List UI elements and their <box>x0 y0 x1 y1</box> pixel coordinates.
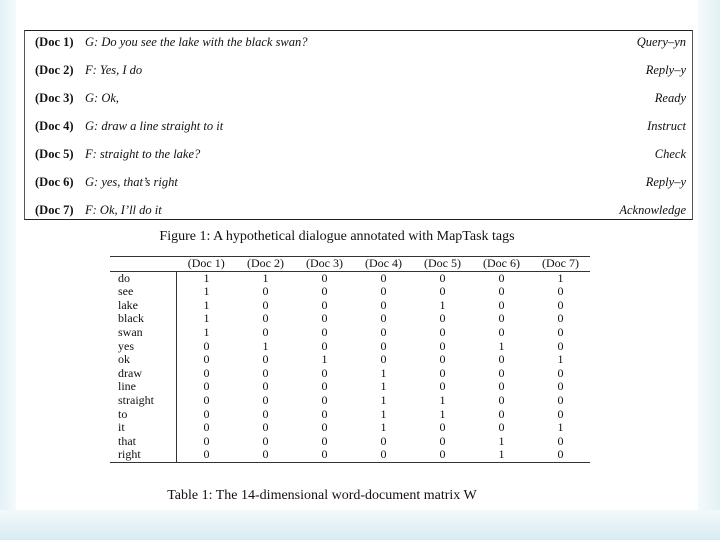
matrix-cell: 0 <box>321 433 328 448</box>
matrix-cell: 1 <box>262 270 269 285</box>
matrix-cell: 1 <box>439 297 446 312</box>
matrix-cell: 0 <box>557 324 564 339</box>
matrix-cell: 0 <box>557 392 564 407</box>
matrix-cell: 0 <box>498 352 505 367</box>
table-caption <box>16 488 698 504</box>
matrix-row-word: draw <box>110 367 177 381</box>
matrix-row <box>110 326 590 340</box>
matrix-cell: 0 <box>380 338 387 353</box>
matrix-row <box>110 299 590 313</box>
matrix-cell: 0 <box>262 324 269 339</box>
matrix-cell: 0 <box>203 365 210 380</box>
matrix-cell: 1 <box>498 338 505 353</box>
matrix-cell: 0 <box>203 406 210 421</box>
matrix-cell: 1 <box>380 392 387 407</box>
dialogue-row <box>35 32 686 52</box>
utterance-text: F: Yes, I do <box>85 63 143 77</box>
matrix-cell: 0 <box>498 284 505 299</box>
matrix-cell: 1 <box>262 338 269 353</box>
matrix-cell: 0 <box>498 365 505 380</box>
matrix-cell: 0 <box>203 352 210 367</box>
matrix-cell: 0 <box>203 433 210 448</box>
matrix-cell: 0 <box>380 311 387 326</box>
doc-label: (Doc 2) <box>35 63 74 77</box>
matrix-cell: 0 <box>439 365 446 380</box>
figure-caption <box>16 229 698 245</box>
matrix-cell: 1 <box>203 324 210 339</box>
matrix-cell: 1 <box>203 284 210 299</box>
matrix-cell: 0 <box>295 448 354 462</box>
matrix-row-word: lake <box>110 299 177 313</box>
matrix-cell: 1 <box>203 297 210 312</box>
table-caption-text: Table 1: The 14-dimensional word-document matrix W <box>167 488 477 503</box>
matrix-column-header: (Doc 3) <box>295 257 354 272</box>
dialogue-act-tag: Query–yn <box>636 35 686 49</box>
utterance-text: F: Ok, I’ll do it <box>85 203 162 217</box>
slide-content <box>16 0 698 510</box>
matrix-cell: 0 <box>380 297 387 312</box>
dialogue-row <box>35 172 686 192</box>
matrix-row <box>110 394 590 408</box>
matrix-row <box>110 271 590 285</box>
matrix-cell: 0 <box>380 352 387 367</box>
matrix-row-word: ok <box>110 353 177 367</box>
dialogue-figure <box>24 30 693 220</box>
matrix-cell: 1 <box>380 406 387 421</box>
matrix-cell: 0 <box>321 284 328 299</box>
matrix-cell: 1 <box>203 270 210 285</box>
matrix-cell: 0 <box>439 270 446 285</box>
utterance-text: G: Do you see the lake with the black swan? <box>85 35 308 49</box>
left-border-decoration <box>0 0 16 540</box>
dialogue-row <box>35 88 686 108</box>
matrix-cell: 0 <box>262 365 269 380</box>
doc-label: (Doc 1) <box>35 35 74 49</box>
doc-label: (Doc 4) <box>35 119 74 133</box>
matrix-column-header: (Doc 1) <box>177 257 237 272</box>
matrix-cell: 1 <box>557 352 564 367</box>
matrix-cell: 0 <box>439 433 446 448</box>
matrix-cell: 0 <box>439 420 446 435</box>
matrix-cell: 1 <box>439 392 446 407</box>
matrix-cell: 1 <box>321 352 328 367</box>
matrix-cell: 0 <box>321 270 328 285</box>
matrix-row-word: to <box>110 408 177 422</box>
matrix-column-header: (Doc 5) <box>413 257 472 272</box>
matrix-cell: 0 <box>439 324 446 339</box>
matrix-row <box>110 380 590 394</box>
matrix-cell: 0 <box>262 406 269 421</box>
matrix-cell: 0 <box>262 379 269 394</box>
matrix-row-word: yes <box>110 340 177 354</box>
matrix-row <box>110 312 590 326</box>
matrix-cell: 0 <box>380 284 387 299</box>
matrix-cell: 0 <box>203 392 210 407</box>
matrix-cell: 0 <box>262 392 269 407</box>
matrix-cell: 0 <box>380 270 387 285</box>
matrix-cell: 0 <box>557 379 564 394</box>
matrix-cell: 0 <box>321 406 328 421</box>
matrix-cell: 0 <box>531 448 590 462</box>
matrix-row-word: black <box>110 312 177 326</box>
matrix-cell: 0 <box>262 352 269 367</box>
word-document-matrix <box>110 256 590 463</box>
matrix-row-word: do <box>110 271 177 285</box>
matrix-row <box>110 448 590 462</box>
right-border-decoration <box>698 0 720 540</box>
matrix-cell: 1 <box>557 420 564 435</box>
matrix-cell: 0 <box>203 379 210 394</box>
matrix-cell: 0 <box>380 433 387 448</box>
matrix-cell: 0 <box>557 406 564 421</box>
matrix-cell: 1 <box>380 420 387 435</box>
matrix-cell: 1 <box>472 448 531 462</box>
matrix-cell: 0 <box>321 297 328 312</box>
matrix-cell: 0 <box>262 284 269 299</box>
matrix-row-word: right <box>110 448 177 462</box>
dialogue-row <box>35 200 686 220</box>
utterance-text: G: draw a line straight to it <box>85 119 224 133</box>
matrix-row <box>110 353 590 367</box>
matrix-cell: 0 <box>262 433 269 448</box>
matrix-row <box>110 421 590 435</box>
doc-label: (Doc 6) <box>35 175 74 189</box>
figure-caption-text: Figure 1: A hypothetical dialogue annotated with MapTask tags <box>159 229 515 244</box>
utterance-text: G: Ok, <box>85 91 120 105</box>
matrix-row-word: that <box>110 435 177 449</box>
matrix-row <box>110 285 590 299</box>
matrix-cell: 0 <box>413 448 472 462</box>
matrix-cell: 1 <box>203 311 210 326</box>
matrix-cell: 0 <box>557 297 564 312</box>
matrix-cell: 0 <box>439 379 446 394</box>
dialogue-act-tag: Reply–y <box>645 63 686 77</box>
bottom-border-decoration <box>0 510 720 540</box>
matrix-cell: 0 <box>498 324 505 339</box>
matrix-column-header: (Doc 4) <box>354 257 413 272</box>
matrix-row-word: it <box>110 421 177 435</box>
matrix-cell: 0 <box>177 448 237 462</box>
matrix-cell: 0 <box>557 338 564 353</box>
matrix-body <box>110 271 590 462</box>
matrix-cell: 0 <box>498 311 505 326</box>
matrix-column-header: (Doc 7) <box>531 257 590 272</box>
matrix-corner-cell <box>110 257 177 272</box>
dialogue-act-tag: Reply–y <box>645 175 686 189</box>
matrix-cell: 0 <box>557 433 564 448</box>
doc-label: (Doc 3) <box>35 91 74 105</box>
matrix-cell: 0 <box>498 406 505 421</box>
matrix-row <box>110 435 590 449</box>
dialogue-act-tag: Check <box>654 147 686 161</box>
matrix-cell: 0 <box>262 420 269 435</box>
dialogue-row <box>35 116 686 136</box>
dialogue-act-tag: Instruct <box>647 119 686 133</box>
matrix-cell: 0 <box>354 448 413 462</box>
matrix-cell: 0 <box>439 338 446 353</box>
matrix-header-row <box>110 257 590 272</box>
matrix-cell: 0 <box>262 297 269 312</box>
matrix-row <box>110 367 590 381</box>
matrix-cell: 0 <box>439 284 446 299</box>
doc-label: (Doc 5) <box>35 147 74 161</box>
matrix-cell: 0 <box>557 311 564 326</box>
matrix-cell: 0 <box>236 448 295 462</box>
matrix-cell: 0 <box>498 297 505 312</box>
matrix-row <box>110 408 590 422</box>
matrix-cell: 0 <box>321 365 328 380</box>
doc-label: (Doc 7) <box>35 203 74 217</box>
matrix-cell: 0 <box>203 338 210 353</box>
matrix-cell: 0 <box>321 379 328 394</box>
matrix-cell: 1 <box>380 365 387 380</box>
matrix-cell: 0 <box>498 392 505 407</box>
matrix-row-word: straight <box>110 394 177 408</box>
matrix-cell: 1 <box>557 270 564 285</box>
matrix-cell: 0 <box>321 324 328 339</box>
matrix-cell: 0 <box>498 420 505 435</box>
matrix-row <box>110 340 590 354</box>
matrix-cell: 0 <box>557 365 564 380</box>
matrix-cell: 0 <box>380 324 387 339</box>
matrix-cell: 0 <box>498 270 505 285</box>
matrix-row-word: swan <box>110 326 177 340</box>
matrix-cell: 0 <box>439 311 446 326</box>
matrix-cell: 1 <box>498 433 505 448</box>
matrix-cell: 0 <box>321 420 328 435</box>
matrix-cell: 0 <box>321 338 328 353</box>
utterance-text: G: yes, that’s right <box>85 175 178 189</box>
matrix-cell: 0 <box>557 284 564 299</box>
matrix-cell: 1 <box>439 406 446 421</box>
matrix-cell: 1 <box>380 379 387 394</box>
matrix-cell: 0 <box>262 311 269 326</box>
dialogue-row <box>35 144 686 164</box>
matrix-cell: 0 <box>321 311 328 326</box>
matrix-cell: 0 <box>321 392 328 407</box>
matrix-cell: 0 <box>498 379 505 394</box>
utterance-text: F: straight to the lake? <box>85 147 201 161</box>
matrix-cell: 0 <box>439 352 446 367</box>
matrix-cell: 0 <box>203 420 210 435</box>
matrix-column-header: (Doc 2) <box>236 257 295 272</box>
dialogue-act-tag: Acknowledge <box>619 203 686 217</box>
matrix-row-word: see <box>110 285 177 299</box>
matrix-column-header: (Doc 6) <box>472 257 531 272</box>
dialogue-row <box>35 60 686 80</box>
matrix-row-word: line <box>110 380 177 394</box>
dialogue-act-tag: Ready <box>654 91 686 105</box>
